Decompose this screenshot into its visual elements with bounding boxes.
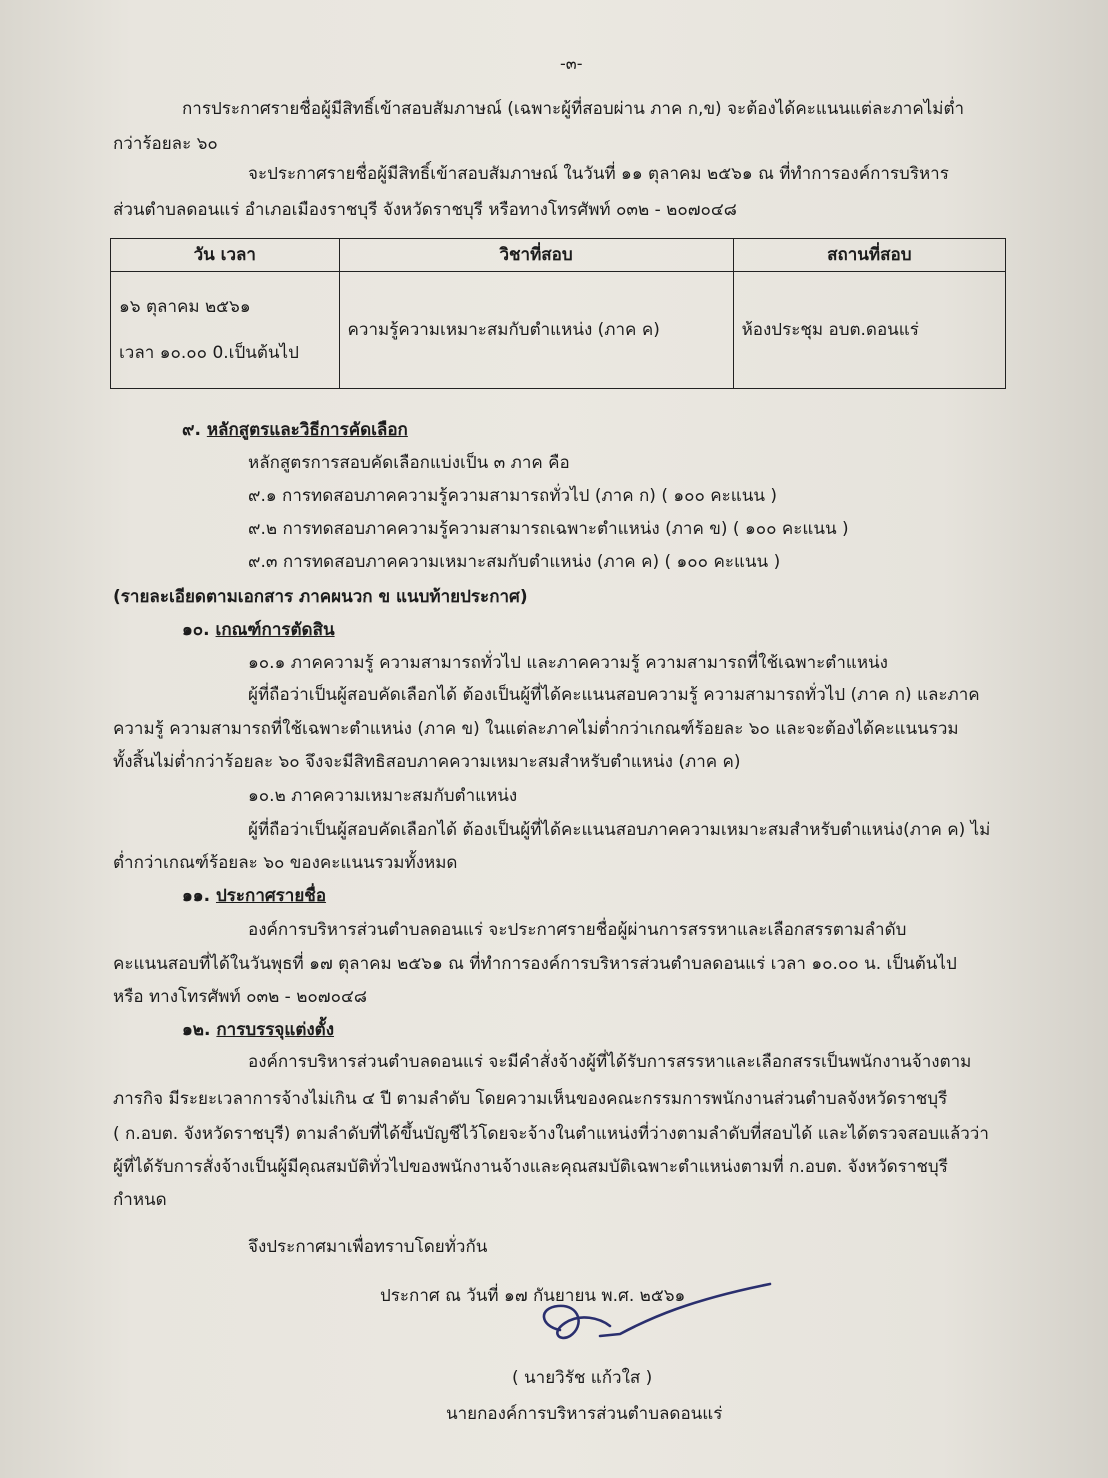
section-10-2-line-1: ผู้ที่ถือว่าเป็นผู้สอบคัดเลือกได้ ต้องเป็นผู้ที่ได้คะแนนสอบภาคความเหมาะสมสำหรับตำแหน่ง(ภาค ค) ไม่ — [248, 820, 991, 840]
signer-name: ( นายวิรัช แก้วใส ) — [512, 1368, 653, 1388]
section-10-title: เกณฑ์การตัดสิน — [215, 620, 335, 640]
section-10-heading — [182, 618, 335, 642]
table-header: สถานที่สอบ — [733, 239, 1005, 272]
section-9-note: (รายละเอียดตามเอกสาร ภาคผนวก ข แนบท้ายประกาศ) — [113, 587, 528, 607]
table-row — [111, 272, 1006, 389]
section-9-item-1: ๙.๑ การทดสอบภาคความรู้ความสามารถทั่วไป (ภาค ก) ( ๑๐๐ คะแนน ) — [248, 486, 778, 506]
section-12-heading — [182, 1018, 334, 1042]
section-12-title: การบรรจุแต่งตั้ง — [216, 1020, 335, 1040]
section-10-2-line-2: ต่ำกว่าเกณฑ์ร้อยละ ๖๐ ของคะแนนรวมทั้งหมด — [113, 853, 458, 873]
subject-cell: ความรู้ความเหมาะสมกับตำแหน่ง (ภาค ค) — [339, 272, 733, 389]
section-12-line-1: องค์การบริหารส่วนตำบลดอนแร่ จะมีคำสั่งจ้างผู้ที่ได้รับการสรรหาและเลือกสรรเป็นพนักงานจ้างตาม — [248, 1052, 972, 1072]
date-time-cell — [111, 272, 340, 389]
section-10-1-line-1: ผู้ที่ถือว่าเป็นผู้สอบคัดเลือกได้ ต้องเป็นผู้ที่ได้คะแนนสอบความรู้ ความสามารถทั่วไป (ภาค ก) และภาค — [248, 685, 980, 705]
section-9-intro: หลักสูตรการสอบคัดเลือกแบ่งเป็น ๓ ภาค คือ — [248, 453, 570, 473]
section-12-line-5: กำหนด — [113, 1190, 167, 1210]
section-9-item-2: ๙.๒ การทดสอบภาคความรู้ความสามารถเฉพาะตำแหน่ง (ภาค ข) ( ๑๐๐ คะแนน ) — [248, 519, 849, 539]
section-9-title: หลักสูตรและวิธีการคัดเลือก — [206, 420, 408, 440]
exam-date: ๑๖ ตุลาคม ๒๕๖๑ — [119, 297, 251, 317]
intro-paragraph-2-line-2: ส่วนตำบลดอนแร่ อำเภอเมืองราชบุรี จังหวัดราชบุรี หรือทางโทรศัพท์ ๐๓๒ - ๒๐๗๐๔๘ — [113, 200, 737, 220]
section-12-line-3: ( ก.อบต. จังหวัดราชบุรี) ตามลำดับที่ได้ขึ้นบัญชีไว้โดยจะจ้างในตำแหน่งที่ว่างตามลำดับที่สอบได้ และได้ตรวจสอบแล้วว่า — [113, 1124, 989, 1144]
section-11-line-3: หรือ ทางโทรศัพท์ ๐๓๒ - ๒๐๗๐๔๘ — [113, 987, 367, 1007]
section-10-1-line-3: ทั้งสิ้นไม่ต่ำกว่าร้อยละ ๖๐ จึงจะมีสิทธิสอบภาคความเหมาะสมสำหรับตำแหน่ง (ภาค ค) — [113, 752, 741, 772]
section-10-number: ๑๐. — [182, 620, 210, 640]
table-header-row — [111, 239, 1006, 272]
announcement-date: ประกาศ ณ วันที่ ๑๗ กันยายน พ.ศ. ๒๕๖๑ — [380, 1286, 686, 1306]
handwritten-signature — [530, 1278, 790, 1368]
table-header: วัน เวลา — [111, 239, 340, 272]
section-11-line-1: องค์การบริหารส่วนตำบลดอนแร่ จะประกาศรายชื่อผู้ผ่านการสรรหาและเลือกสรรตามลำดับ — [248, 920, 907, 940]
intro-paragraph-1-line-2: กว่าร้อยละ ๖๐ — [113, 134, 218, 154]
intro-paragraph-2-line-1: จะประกาศรายชื่อผู้มีสิทธิ์เข้าสอบสัมภาษณ์ ในวันที่ ๑๑ ตุลาคม ๒๕๖๑ ณ ที่ทำการองค์การบริหาร — [248, 164, 949, 184]
section-10-1-title: ๑๐.๑ ภาคความรู้ ความสามารถทั่วไป และภาคความรู้ ความสามารถที่ใช้เฉพาะตำแหน่ง — [248, 653, 888, 673]
section-9-item-3: ๙.๓ การทดสอบภาคความเหมาะสมกับตำแหน่ง (ภาค ค) ( ๑๐๐ คะแนน ) — [248, 552, 781, 572]
section-11-number: ๑๑. — [182, 886, 211, 906]
place-cell: ห้องประชุม อบต.ดอนแร่ — [733, 272, 1005, 389]
signer-title: นายกองค์การบริหารส่วนตำบลดอนแร่ — [446, 1404, 723, 1424]
exam-schedule-table — [110, 238, 1006, 389]
table-header: วิชาที่สอบ — [339, 239, 733, 272]
section-10-1-line-2: ความรู้ ความสามารถที่ใช้เฉพาะตำแหน่ง (ภาค ข) ในแต่ละภาคไม่ต่ำกว่าเกณฑ์ร้อยละ ๖๐ และจะต้องได้คะแนนรวม — [113, 719, 959, 739]
section-12-line-4: ผู้ที่ได้รับการสั่งจ้างเป็นผู้มีคุณสมบัติทั่วไปของพนักงานจ้างและคุณสมบัติเฉพาะตำแหน่งตามที่ ก.อบต. จังหวัดราชบุรี — [113, 1157, 948, 1177]
section-11-heading — [182, 884, 326, 908]
closing-statement: จึงประกาศมาเพื่อทราบโดยทั่วกัน — [248, 1237, 488, 1257]
section-10-2-title: ๑๐.๒ ภาคความเหมาะสมกับตำแหน่ง — [248, 786, 518, 806]
section-9-number: ๙. — [182, 420, 201, 440]
section-12-line-2: ภารกิจ มีระยะเวลาการจ้างไม่เกิน ๔ ปี ตามลำดับ โดยความเห็นของคณะกรรมการพนักงานส่วนตำบลจังหวัดราชบุรี — [113, 1089, 948, 1109]
exam-time: เวลา ๑๐.๐๐ 0.เป็นต้นไป — [119, 343, 299, 363]
page-number: -๓- — [560, 54, 583, 73]
intro-paragraph-1-line-1: การประกาศรายชื่อผู้มีสิทธิ์เข้าสอบสัมภาษณ์ (เฉพาะผู้ที่สอบผ่าน ภาค ก,ข) จะต้องได้คะแนนแต่ละภาคไม่ต่ำ — [182, 99, 965, 119]
section-9-heading — [182, 418, 408, 442]
section-11-line-2: คะแนนสอบที่ได้ในวันพุธที่ ๑๗ ตุลาคม ๒๕๖๑ ณ ที่ทำการองค์การบริหารส่วนตำบลดอนแร่ เวลา ๑๐.๐๐ น. เป็นต้นไป — [113, 954, 957, 974]
section-11-title: ประกาศรายชื่อ — [215, 886, 327, 906]
section-12-number: ๑๒. — [182, 1020, 211, 1040]
